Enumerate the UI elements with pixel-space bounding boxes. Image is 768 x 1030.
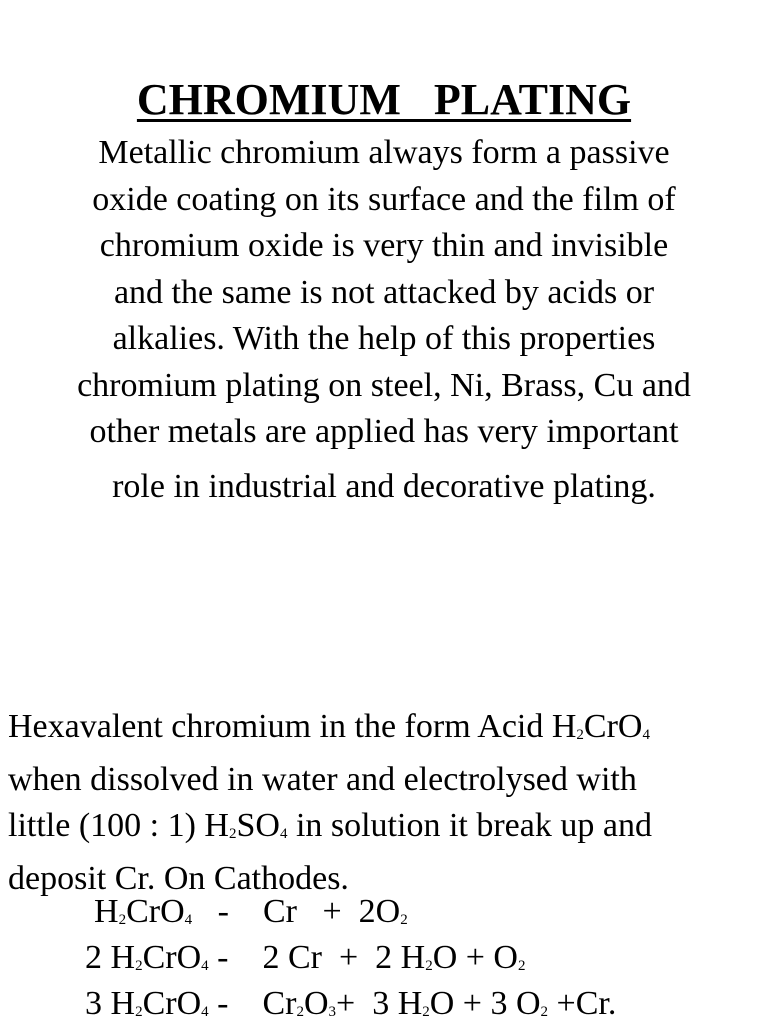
intro-line: Metallic chromium always form a passive <box>98 134 670 171</box>
intro-line: role in industrial and decorative plating. <box>112 467 656 505</box>
intro-line: oxide coating on its surface and the film of <box>92 180 676 218</box>
page-title: CHROMIUM PLATING <box>136 75 632 124</box>
body-line: little (100 : 1) H2SO4 in solution it break up and <box>8 807 652 844</box>
body-paragraph <box>8 704 763 902</box>
intro-line: and the same is not attacked by acids or <box>113 273 655 311</box>
body-line: Hexavalent chromium in the form Acid H2CrO4 <box>8 708 650 745</box>
intro-line: alkalies. With the help of this properties <box>112 320 656 357</box>
intro-line: chromium oxide is very thin and invisible <box>99 227 669 264</box>
intro-line: other metals are applied has very important <box>89 413 679 450</box>
equation-2: 2 H2CrO4 - 2 Cr + 2 H2O + O2 <box>85 939 526 976</box>
equation-1: H2CrO4 - Cr + 2O2 <box>94 893 408 930</box>
body-line: when dissolved in water and electrolysed with <box>8 760 637 798</box>
intro-line: chromium plating on steel, Ni, Brass, Cu and <box>77 366 691 404</box>
intro-paragraph <box>0 130 768 510</box>
body-line: deposit Cr. On Cathodes. <box>8 859 349 897</box>
equation-3: 3 H2CrO4 - Cr2O3+ 3 H2O + 3 O2 +Cr. <box>85 985 617 1022</box>
